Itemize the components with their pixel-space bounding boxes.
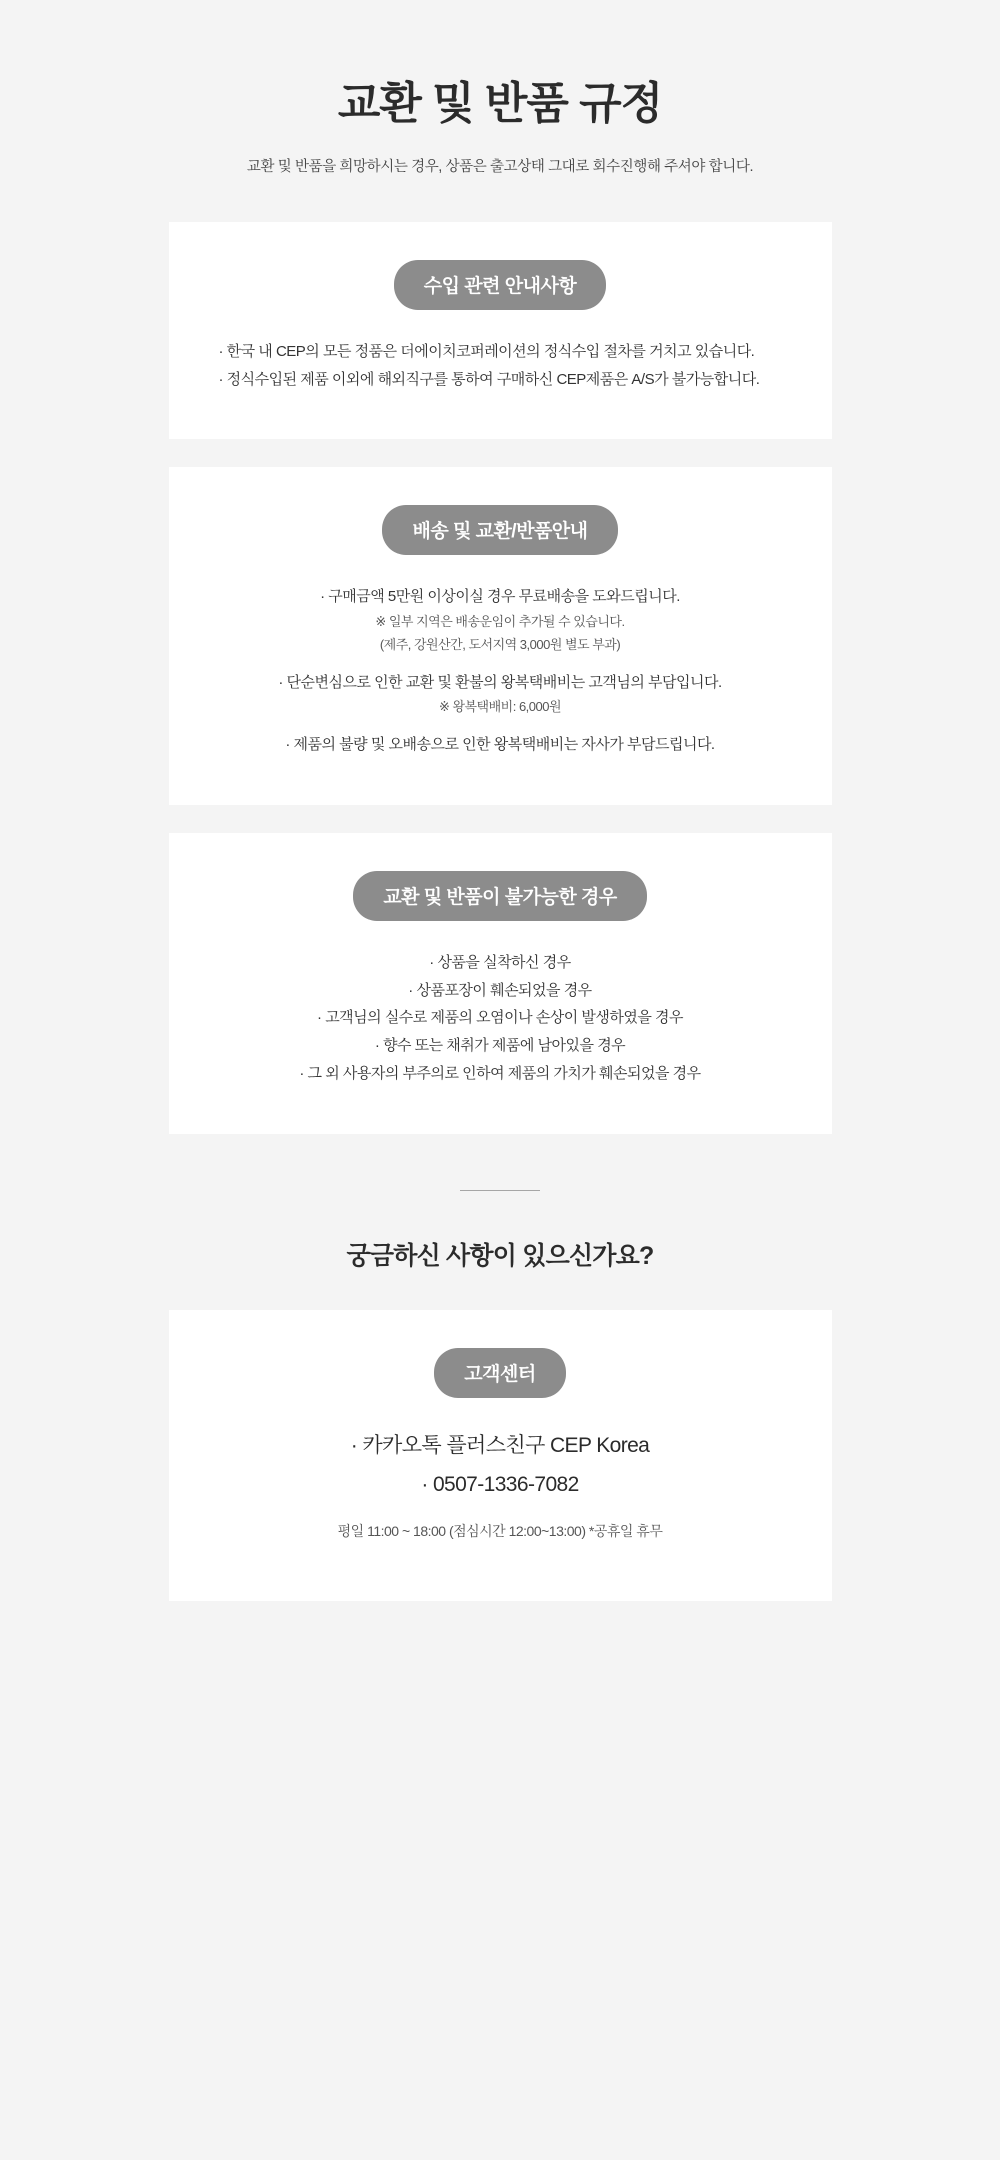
section-import-notice — [169, 222, 832, 440]
section-2-pill-label: 배송 및 교환/반품안내 — [382, 505, 617, 555]
contact-pill-label: 고객센터 — [434, 1348, 565, 1398]
contact-kakao[interactable]: · 카카오톡 플러스친구 CEP Korea — [350, 1433, 650, 1457]
horizontal-divider — [460, 1190, 540, 1191]
page-title: 교환 및 반품 규정 — [337, 79, 663, 128]
section-3-pill-wrap — [197, 871, 804, 921]
spacer-header — [137, 176, 864, 222]
section-non-returnable — [169, 833, 832, 1134]
spacer-2 — [137, 805, 864, 833]
section-1-lines — [197, 338, 804, 394]
section-2-spacer-2 — [197, 719, 804, 731]
divider-wrap — [137, 1134, 864, 1236]
page-subtitle: 교환 및 반품을 희망하시는 경우, 상품은 출고상태 그대로 회수진행해 주셔야 합니다. — [246, 158, 754, 175]
section-3-line-2: · 상품포장이 훼손되었을 경우 — [408, 981, 592, 999]
section-1-pill-label: 수입 관련 안내사항 — [394, 260, 606, 310]
section-3-line-3: · 고객님의 실수로 제품의 오염이나 손상이 발생하였을 경우 — [317, 1009, 683, 1027]
section-2-line-5: ※ 왕복택배비: 6,000원 — [438, 699, 562, 715]
spacer-1 — [137, 439, 864, 467]
section-customer-center — [169, 1310, 832, 1602]
section-1-line-2: · 정식수입된 제품 이외에 해외직구를 통하여 구매하신 CEP제품은 A/S가 불가능합니다. — [218, 370, 760, 388]
section-2-line-6: · 제품의 불량 및 오배송으로 인한 왕복택배비는 자사가 부담드립니다. — [285, 736, 715, 754]
question-heading: 궁금하신 사항이 있으신가요? — [346, 1241, 654, 1270]
section-2-spacer-1 — [197, 657, 804, 669]
page-header — [137, 0, 864, 176]
section-3-line-4: · 향수 또는 채취가 제품에 남아있을 경우 — [374, 1037, 626, 1055]
section-2-lines — [197, 583, 804, 759]
page-container — [137, 0, 864, 2160]
contact-phone[interactable]: · 0507-1336-7082 — [421, 1473, 579, 1497]
section-1-line-1: · 한국 내 CEP의 모든 정품은 더에이치코퍼레이션의 정식수입 절차를 거치고 있습니다. — [218, 342, 755, 360]
section-1-pill-wrap — [197, 260, 804, 310]
section-2-line-3: (제주, 강원산간, 도서지역 3,000원 별도 부과) — [379, 636, 621, 652]
contact-pill-wrap — [197, 1348, 804, 1398]
contact-hours: 평일 11:00 ~ 18:00 (점심시간 12:00~13:00) *공휴일 휴무 — [337, 1523, 663, 1540]
section-2-line-1: · 구매금액 5만원 이상이실 경우 무료배송을 도와드립니다. — [320, 588, 680, 606]
section-2-line-2: ※ 일부 지역은 배송운임이 추가될 수 있습니다. — [375, 614, 625, 630]
section-2-pill-wrap — [197, 505, 804, 555]
section-3-line-1: · 상품을 실착하신 경우 — [429, 953, 571, 971]
section-3-line-5: · 그 외 사용자의 부주의로 인하여 제품의 가치가 훼손되었을 경우 — [299, 1064, 701, 1082]
section-shipping-exchange — [169, 467, 832, 805]
section-2-line-4: · 단순변심으로 인한 교환 및 환불의 왕복택배비는 고객님의 부담입니다. — [278, 673, 722, 691]
section-3-pill-label: 교환 및 반품이 불가능한 경우 — [353, 871, 646, 921]
section-3-lines — [197, 949, 804, 1088]
